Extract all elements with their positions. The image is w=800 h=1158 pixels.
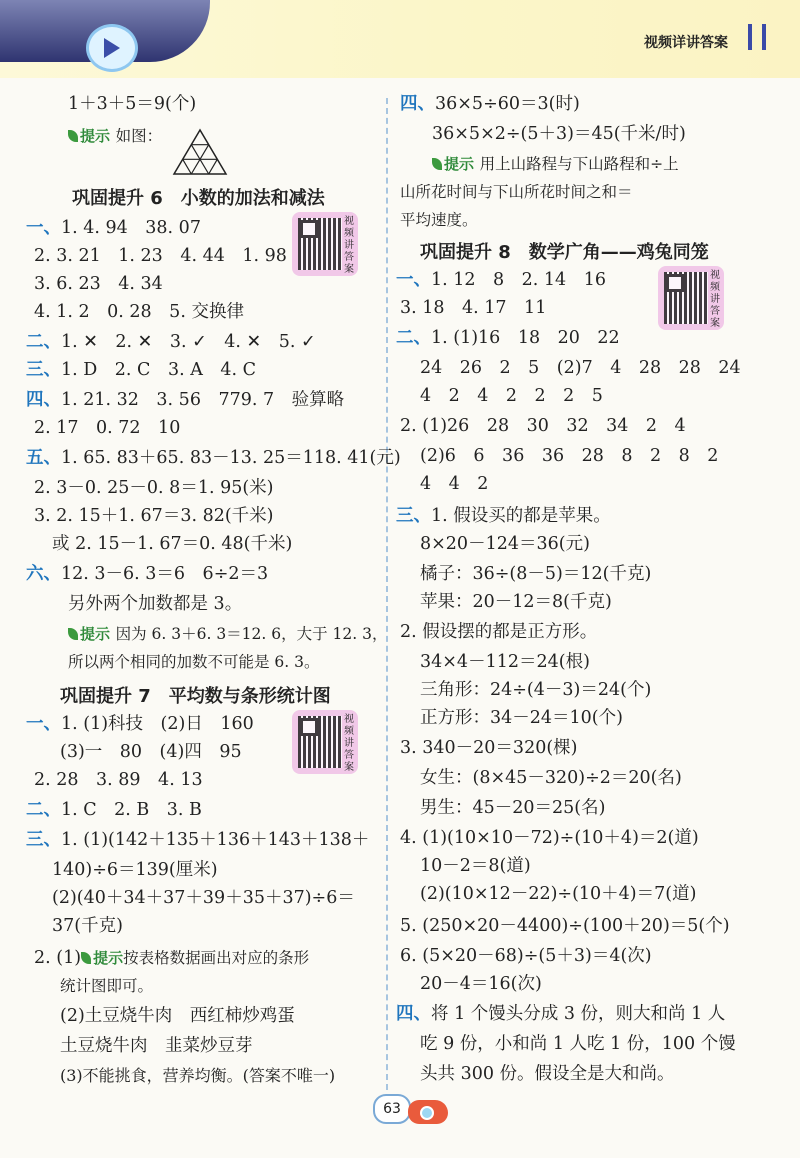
answer-line: 另外两个加数都是 3。 <box>68 594 243 614</box>
video-play-icon <box>86 24 138 72</box>
answer-line: 或 2. 15－1. 67＝0. 48(千米) <box>52 534 293 554</box>
qr-code[interactable] <box>292 212 358 276</box>
answer-line: 2. (1)26 28 30 32 34 2 4 <box>400 416 686 436</box>
answer-line: 六、12. 3－6. 3＝6 6÷2＝3 <box>26 564 269 584</box>
answer-line: 37(千克) <box>52 916 123 936</box>
answer-line: 三角形：24÷(4－3)＝24(个) <box>420 680 652 700</box>
answer-line: 头共 300 份。假设全是大和尚。 <box>420 1064 675 1084</box>
submarine-icon <box>408 1100 448 1124</box>
answer-line: 三、1. D 2. C 3. A 4. C <box>26 360 256 380</box>
answer-line: 五、1. 65. 83＋65. 83－13. 25＝118. 41(元) <box>26 448 401 468</box>
answer-line: (2)(40＋34＋37＋39＋35＋37)÷6＝ <box>52 888 355 908</box>
leaf-icon <box>81 952 91 964</box>
answer-line: 36×5×2÷(5＋3)＝45(千米/时) <box>432 124 686 144</box>
answer-line: 3. 18 4. 17 11 <box>400 298 547 318</box>
answer-line: 二、1. (1)16 18 20 22 <box>396 328 620 348</box>
answer-line: 2. 28 3. 89 4. 13 <box>34 770 203 790</box>
answer-line: 统计图即可。 <box>60 977 154 995</box>
answer-line: 3. 2. 15＋1. 67＝3. 82(千米) <box>34 506 274 526</box>
answer-line: 24 26 2 5 (2)7 4 28 28 24 <box>420 358 741 378</box>
answer-line: 140)÷6＝139(厘米) <box>52 860 218 880</box>
answer-line: 4. 1. 2 0. 28 5. 交换律 <box>34 302 244 322</box>
answer-line: 3. 340－20＝320(棵) <box>400 738 578 758</box>
answer-line: 10－2＝8(道) <box>420 856 531 876</box>
hint-text: 山所花时间与下山所花时间之和＝ <box>400 183 633 201</box>
answer-line: 20－4＝16(次) <box>420 974 542 994</box>
qr-code[interactable] <box>292 710 358 774</box>
page-number: 63 <box>373 1094 411 1124</box>
answer-line: 一、1. 4. 94 38. 07 <box>26 218 201 238</box>
leaf-icon <box>432 158 442 170</box>
answer-line: 2. (1) 提示按表格数据画出对应的条形 <box>34 948 310 968</box>
hint-text: 平均速度。 <box>400 211 478 229</box>
leaf-icon <box>68 130 78 142</box>
answer-line: 1＋3＋5＝9(个) <box>68 94 197 114</box>
answer-line: (2)土豆烧牛肉 西红柿炒鸡蛋 <box>60 1006 295 1026</box>
answer-line: 土豆烧牛肉 韭菜炒豆芽 <box>60 1036 253 1056</box>
hint-label: 提示 <box>68 625 110 643</box>
qr-tag: 视频讲答案 <box>344 216 354 275</box>
answer-line: 4. (1)(10×10－72)÷(10＋4)＝2(道) <box>400 828 699 848</box>
triangle-figure <box>172 128 228 176</box>
answer-line: 一、1. 12 8 2. 14 16 <box>396 270 606 290</box>
answer-line: 苹果：20－12＝8(千克) <box>420 592 612 612</box>
hint-line <box>432 152 679 176</box>
answer-line: 三、1. 假设买的都是苹果。 <box>396 506 611 526</box>
hint-text: 如图： <box>115 127 163 145</box>
answer-line: 2. 3－0. 25－0. 8＝1. 95(米) <box>34 478 274 498</box>
hint-label: 提示 <box>68 127 110 145</box>
hint-label: 提示 <box>432 155 474 173</box>
qr-tag: 视频讲答案 <box>344 714 354 773</box>
hint-line <box>68 622 387 646</box>
answer-line: 三、1. (1)(142＋135＋136＋143＋138＋ <box>26 830 370 850</box>
header-banner <box>0 0 800 78</box>
answer-line: 正方形：34－24＝10(个) <box>420 708 623 728</box>
answer-line: 8×20－124＝36(元) <box>420 534 590 554</box>
hint-text: 所以两个相同的加数不可能是 6. 3。 <box>68 653 320 671</box>
qr-code[interactable] <box>658 266 724 330</box>
hint-line <box>68 124 162 148</box>
hint-label: 提示 <box>81 949 123 967</box>
answer-line: (3)不能挑食，营养均衡。(答案不唯一) <box>60 1066 336 1085</box>
answer-line: 四、1. 21. 32 3. 56 779. 7 验算略 <box>26 390 345 410</box>
answer-line: 2. 假设摆的都是正方形。 <box>400 622 598 642</box>
answer-line: 四、36×5÷60＝3(时) <box>400 94 580 114</box>
answer-line: 34×4－112＝24(根) <box>420 652 590 672</box>
answer-line: 一、1. (1)科技 (2)日 160 <box>26 714 254 734</box>
answer-line: 2. 17 0. 72 10 <box>34 418 181 438</box>
answer-line: 四、将 1 个馒头分成 3 份，则大和尚 1 人 <box>396 1004 726 1024</box>
header-bracket-icon <box>748 24 766 50</box>
answer-line: 3. 6. 23 4. 34 <box>34 274 163 294</box>
answer-line: 4 2 4 2 2 2 5 <box>420 386 603 406</box>
answer-line: 男生：45－20＝25(名) <box>420 798 606 818</box>
answer-line: (3)一 80 (4)四 95 <box>60 742 242 762</box>
section-title: 巩固提升 8 数学广角——鸡兔同笼 <box>420 242 709 263</box>
section-title: 巩固提升 7 平均数与条形统计图 <box>60 686 331 707</box>
hint-text: 用上山路程与下山路程和÷上 <box>479 155 679 173</box>
answer-line: 6. (5×20－68)÷(5＋3)＝4(次) <box>400 946 652 966</box>
answer-line: (2)(10×12－22)÷(10＋4)＝7(道) <box>420 884 697 904</box>
answer-line: 吃 9 份，小和尚 1 人吃 1 份，100 个馒 <box>420 1034 736 1054</box>
qr-pattern <box>298 218 342 270</box>
answer-line: 2. 3. 21 1. 23 4. 44 1. 98 <box>34 246 287 266</box>
answer-line: 二、1. ✕ 2. ✕ 3. ✓ 4. ✕ 5. ✓ <box>26 332 316 352</box>
section-title: 巩固提升 6 小数的加法和减法 <box>72 188 325 209</box>
qr-pattern <box>298 716 342 768</box>
answer-line: 女生：(8×45－320)÷2＝20(名) <box>420 768 682 788</box>
leaf-icon <box>68 628 78 640</box>
hint-text: 因为 6. 3＋6. 3＝12. 6，大于 12. 3， <box>115 625 388 643</box>
qr-tag: 视频讲答案 <box>710 270 720 329</box>
answer-line: 5. (250×20－4400)÷(100＋20)＝5(个) <box>400 916 730 936</box>
answer-line: 橘子：36÷(8－5)＝12(千克) <box>420 564 652 584</box>
answer-line: (2)6 6 36 36 28 8 2 8 2 <box>420 446 719 466</box>
column-divider <box>386 98 388 1090</box>
answer-line: 二、1. C 2. B 3. B <box>26 800 202 820</box>
qr-pattern <box>664 272 708 324</box>
header-label: 视频详讲答案 <box>644 35 728 51</box>
answer-line: 4 4 2 <box>420 474 489 494</box>
